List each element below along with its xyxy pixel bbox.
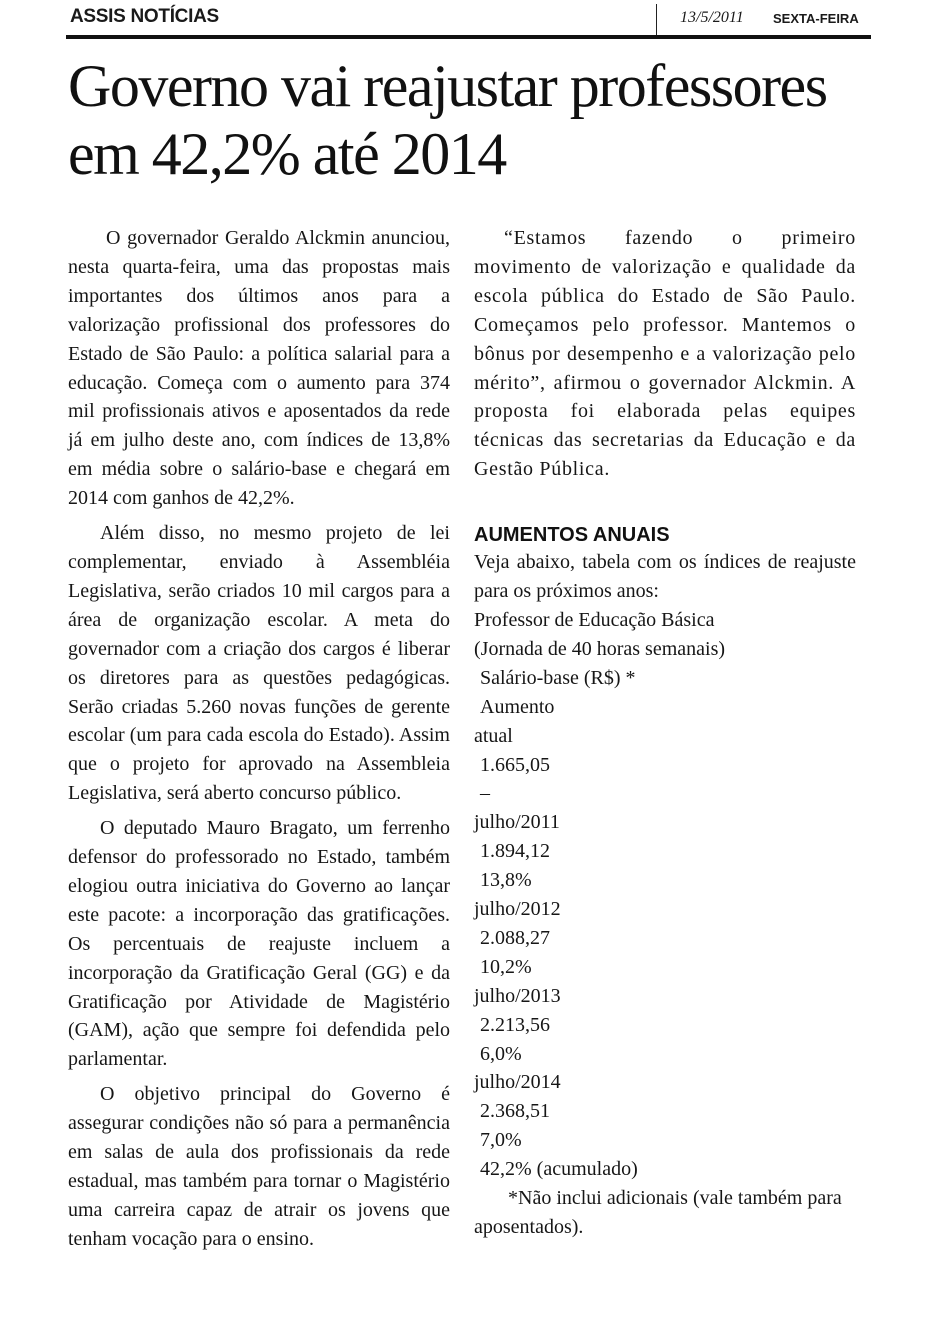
row-period: julho/2012: [474, 898, 561, 921]
row-increase: 6,0%: [480, 1042, 522, 1065]
headline: Governo vai reajustar professores em 42,2% até 2014: [68, 53, 827, 187]
row-increase: 7,0%: [480, 1129, 522, 1152]
table-title: Professor de Educação Básica: [474, 608, 715, 631]
row-period: julho/2011: [474, 811, 560, 834]
row-period: atual: [474, 724, 513, 747]
issue-date: 13/5/2011: [680, 9, 744, 26]
footnote: *Não inclui adicionais (vale também para aposentados).: [474, 1187, 842, 1238]
row-increase: 10,2%: [480, 955, 532, 978]
governor-quote: “Estamos fazendo o primeiro movimento de valorização e qualidade da escola pública do Estado de São Paulo. Começamos pelo professor. Mantemos o bônus por desempenho e a valorização pelo mérito”, afirmou o governador Alckmin. A proposta foi elaborada pelas equipes técnicas das secretarias da Educação e da Gestão Pública.: [474, 227, 856, 481]
row-increase: 13,8%: [480, 869, 532, 892]
table-subtitle: (Jornada de 40 horas semanais): [474, 637, 726, 660]
row-period: julho/2013: [474, 984, 561, 1007]
paragraph-3: O deputado Mauro Bragato, um ferrenho defensor do professorado no Estado, também elogiou outra iniciativa do Governo ao lançar este pacote: a incorporação das gratificações. Os percentuais de reajuste incluem a incorporação da Gratificação Geral (GG) e da Gratificação por Atividade de Magistério (GAM), ação que sempre foi defendida pelo parlamentar.: [68, 817, 450, 1071]
article-column-right: [474, 224, 856, 1242]
column-header-salary: Salário-base (R$) *: [480, 666, 636, 689]
row-salary: 1.894,12: [480, 840, 550, 863]
article-column-left: [68, 224, 450, 1260]
masthead: [68, 4, 871, 38]
paragraph-1: O governador Geraldo Alckmin anunciou, nesta quarta-feira, uma das propostas mais importantes dos últimos anos para a valorização profissional dos professores do Estado de São Paulo: a política salarial para a educação. Começa com o aumento para 374 mil profissionais ativos e aposentados da rede já em julho deste ano, com índices de 13,8% em média sobre o salário-base e chegará em 2014 com ganhos de 42,2%.: [68, 227, 450, 510]
row-salary: 1.665,05: [480, 753, 550, 776]
column-header-increase: Aumento: [480, 695, 555, 718]
section-name: ASSIS NOTÍCIAS: [70, 6, 219, 27]
header-rule: [66, 35, 871, 39]
row-salary: 2.213,56: [480, 1013, 550, 1036]
row-increase: –: [480, 782, 490, 805]
paragraph-4: O objetivo principal do Governo é assegurar condições não só para a permanência em salas de aula dos profissionais da rede estadual, mas também para tornar o Magistério uma carreira capaz de atrair os jovens que tenham vocação para o ensino.: [68, 1083, 450, 1250]
header-divider: [656, 4, 657, 35]
table-intro: Veja abaixo, tabela com os índices de reajuste para os próximos anos:: [474, 551, 856, 603]
subhead: AUMENTOS ANUAIS: [474, 524, 670, 547]
row-period: julho/2014: [474, 1071, 561, 1094]
total-increase: 42,2% (acumulado): [480, 1158, 638, 1181]
issue-weekday: SEXTA-FEIRA: [773, 11, 859, 26]
row-salary: 2.088,27: [480, 926, 550, 949]
paragraph-2: Além disso, no mesmo projeto de lei complementar, enviado à Assembléia Legislativa, serão criados 10 mil cargos para a área de organização escolar. A meta do governador com a criação dos cargos é liberar os diretores para as questões pedagógicas. Serão criadas 5.260 novas funções de gerente escolar (um para cada escola do Estado). Assim que o projeto for aprovado na Assembleia Legislativa, será aberto concurso público.: [68, 522, 450, 805]
row-salary: 2.368,51: [480, 1100, 550, 1123]
salary-table: [474, 606, 856, 1184]
